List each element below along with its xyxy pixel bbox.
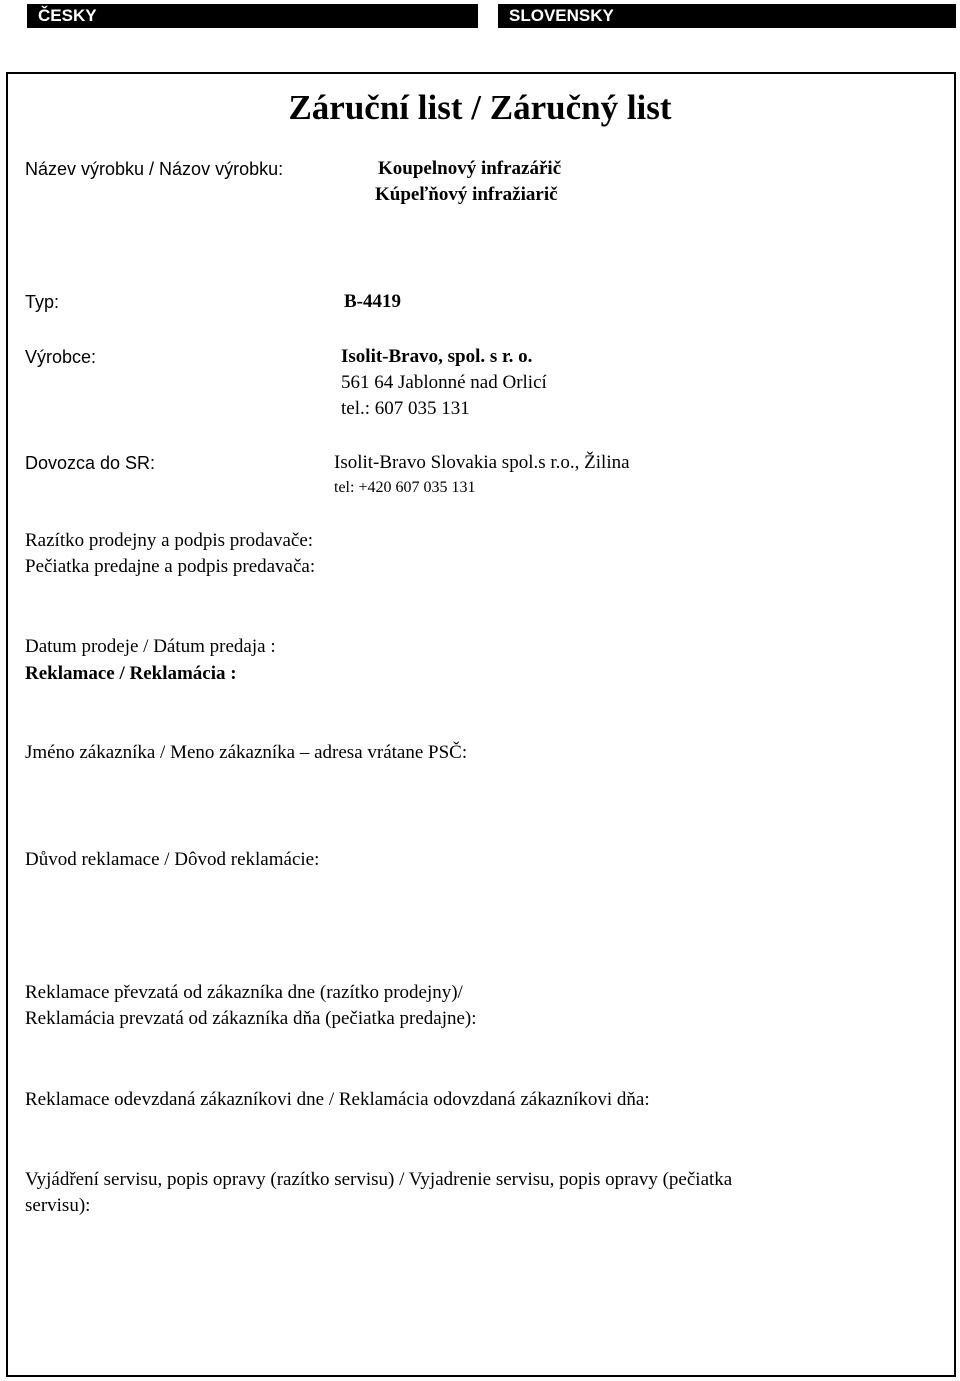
sale-date-label: Datum prodeje / Dátum predaja : (25, 636, 276, 657)
complaint-received-label-sk: Reklamácia prevzatá od zákazníka dňa (pečiatka predajne): (25, 1008, 477, 1029)
product-name-sk: Kúpeľňový infražiarič (375, 184, 558, 205)
shop-stamp-label-cz: Razítko prodejny a podpis prodavače: (25, 530, 314, 551)
service-statement-label-continued: servisu): (25, 1195, 91, 1216)
customer-name-address-label: Jméno zákazníka / Meno zákazníka – adresa vrátane PSČ: (25, 742, 468, 763)
complaint-label: Reklamace / Reklamácia : (25, 663, 237, 684)
importer-name: Isolit-Bravo Slovakia spol.s r.o., Žilina (334, 452, 630, 473)
shop-stamp-label-sk: Pečiatka predajne a podpis predavača: (25, 556, 316, 577)
document-title: Záruční list / Záručný list (288, 88, 672, 127)
type-value: B-4419 (344, 291, 401, 312)
manufacturer-phone: tel.: 607 035 131 (341, 398, 470, 419)
manufacturer-name: Isolit-Bravo, spol. s r. o. (341, 346, 533, 367)
product-name-cz: Koupelnový infrazářič (378, 158, 562, 179)
language-tab-czech: ČESKY (27, 4, 478, 28)
language-tab-slovak: SLOVENSKY (498, 4, 956, 28)
manufacturer-label: Výrobce: (25, 347, 97, 367)
complaint-returned-label: Reklamace odevzdaná zákazníkovi dne / Reklamácia odovzdaná zákazníkovi dňa: (25, 1089, 650, 1110)
service-statement-label: Vyjádření servisu, popis opravy (razítko servisu) / Vyjadrenie servisu, popis opravy (pečiatka (25, 1169, 733, 1190)
manufacturer-address: 561 64 Jablonné nad Orlicí (341, 372, 547, 393)
complaint-reason-label: Důvod reklamace / Dôvod reklamácie: (25, 849, 320, 870)
importer-label: Dovozca do SR: (25, 453, 156, 473)
complaint-received-label-cz: Reklamace převzatá od zákazníka dne (razítko prodejny)/ (25, 982, 463, 1003)
type-label: Typ: (25, 292, 60, 312)
product-name-label: Název výrobku / Názov výrobku: (25, 159, 284, 179)
importer-phone: tel: +420 607 035 131 (334, 479, 476, 496)
